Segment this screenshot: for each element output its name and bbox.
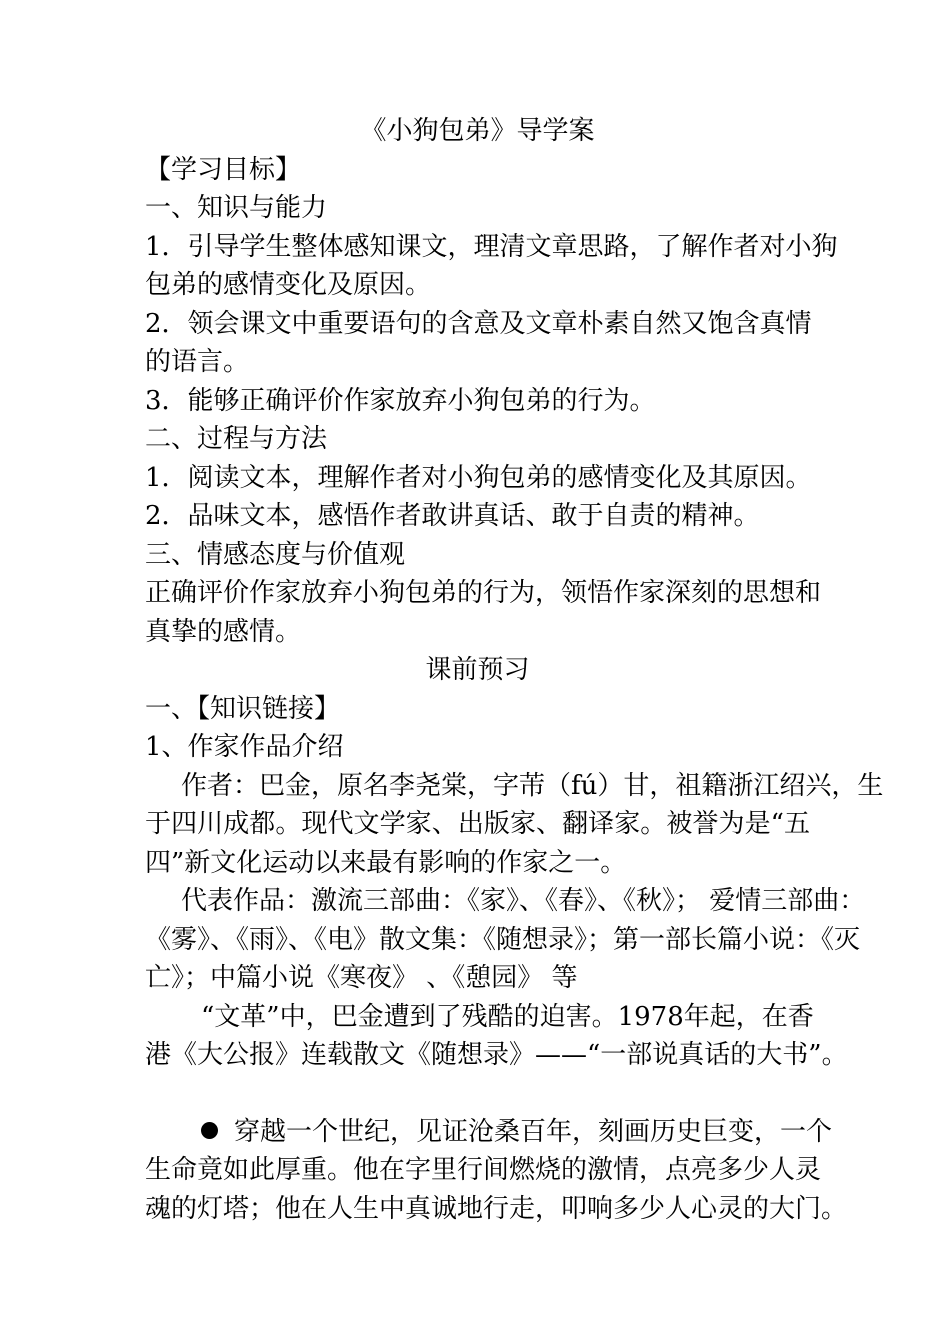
- knowledge-item-2-line-1: 2．领会课文中重要语句的含意及文章朴素自然又饱含真情: [145, 308, 812, 339]
- author-paragraph-line-2: 于四川成都。现代文学家、出版家、翻译家。被誉为是“五: [145, 809, 810, 839]
- document-page: [145, 112, 884, 1228]
- knowledge-item-1-line-2: 包弟的感情变化及原因。: [145, 270, 432, 300]
- knowledge-link-heading: 一、【知识链接】: [145, 693, 341, 724]
- section-attitude-heading: 三、情感态度与价值观: [145, 539, 406, 570]
- bullet-paragraph-line-2: 生命竟如此厚重。他在字里行间燃烧的激情，点亮多少人灵: [145, 1155, 822, 1185]
- bullet-paragraph-line-3: 魂的灯塔；他在人生中真诚地行走，叩响多少人心灵的大门。: [145, 1193, 848, 1224]
- author-paragraph-line-1: 作者：巴金，原名李尧棠，字芾（fú）甘，祖籍浙江绍兴，生: [181, 770, 884, 801]
- process-item-2: 2．品味文本，感悟作者敢讲真话、敢于自责的精神。: [145, 501, 760, 531]
- objectives-header: 【学习目标】: [145, 154, 302, 185]
- paragraph-gap: [145, 1075, 810, 1113]
- works-paragraph-line-1: 代表作品：激流三部曲：《家》、《春》、《秋》； 爱情三部曲：: [181, 886, 866, 916]
- wenge-paragraph-line-2: 港《大公报》连载散文《随想录》——“一部说真话的大书”。: [145, 1040, 848, 1070]
- bullet-dot-icon: [201, 1122, 218, 1139]
- author-paragraph-line-3: 四”新文化运动以来最有影响的作家之一。: [145, 847, 627, 878]
- bullet-paragraph-line-1: [145, 1113, 833, 1152]
- process-item-1: 1．阅读文本，理解作者对小狗包弟的感情变化及其原因。: [145, 462, 812, 493]
- document-title: 《小狗包弟》导学案: [360, 116, 595, 146]
- works-paragraph-line-3: 亡》；中篇小说《寒夜》 、《憩园》 等: [145, 963, 578, 993]
- knowledge-item-3: 3．能够正确评价作家放弃小狗包弟的行为。: [145, 385, 656, 416]
- works-paragraph-line-2: 《雾》、《雨》、《电》散文集：《随想录》；第一部长篇小说：《灭: [145, 924, 861, 955]
- section-process-heading: 二、过程与方法: [145, 424, 328, 454]
- bullet-paragraph-text-1: 穿越一个世纪，见证沧桑百年，刻画历史巨变，一个: [234, 1116, 833, 1147]
- section-knowledge-heading: 一、知识与能力: [145, 193, 328, 223]
- knowledge-item-2-line-2: 的语言。: [145, 347, 250, 377]
- knowledge-item-1-line-1: 1．引导学生整体感知课文，理清文章思路，了解作者对小狗: [145, 231, 838, 262]
- attitude-text-line-2: 真挚的感情。: [145, 616, 302, 647]
- author-intro-heading: 1、作家作品介绍: [145, 732, 344, 762]
- attitude-text-line-1: 正确评价作家放弃小狗包弟的行为，领悟作家深刻的思想和: [145, 578, 822, 608]
- preview-title: 课前预习: [425, 655, 530, 685]
- wenge-paragraph-line-1: “文革”中，巴金遭到了残酷的迫害。1978年起，在香: [201, 1001, 814, 1032]
